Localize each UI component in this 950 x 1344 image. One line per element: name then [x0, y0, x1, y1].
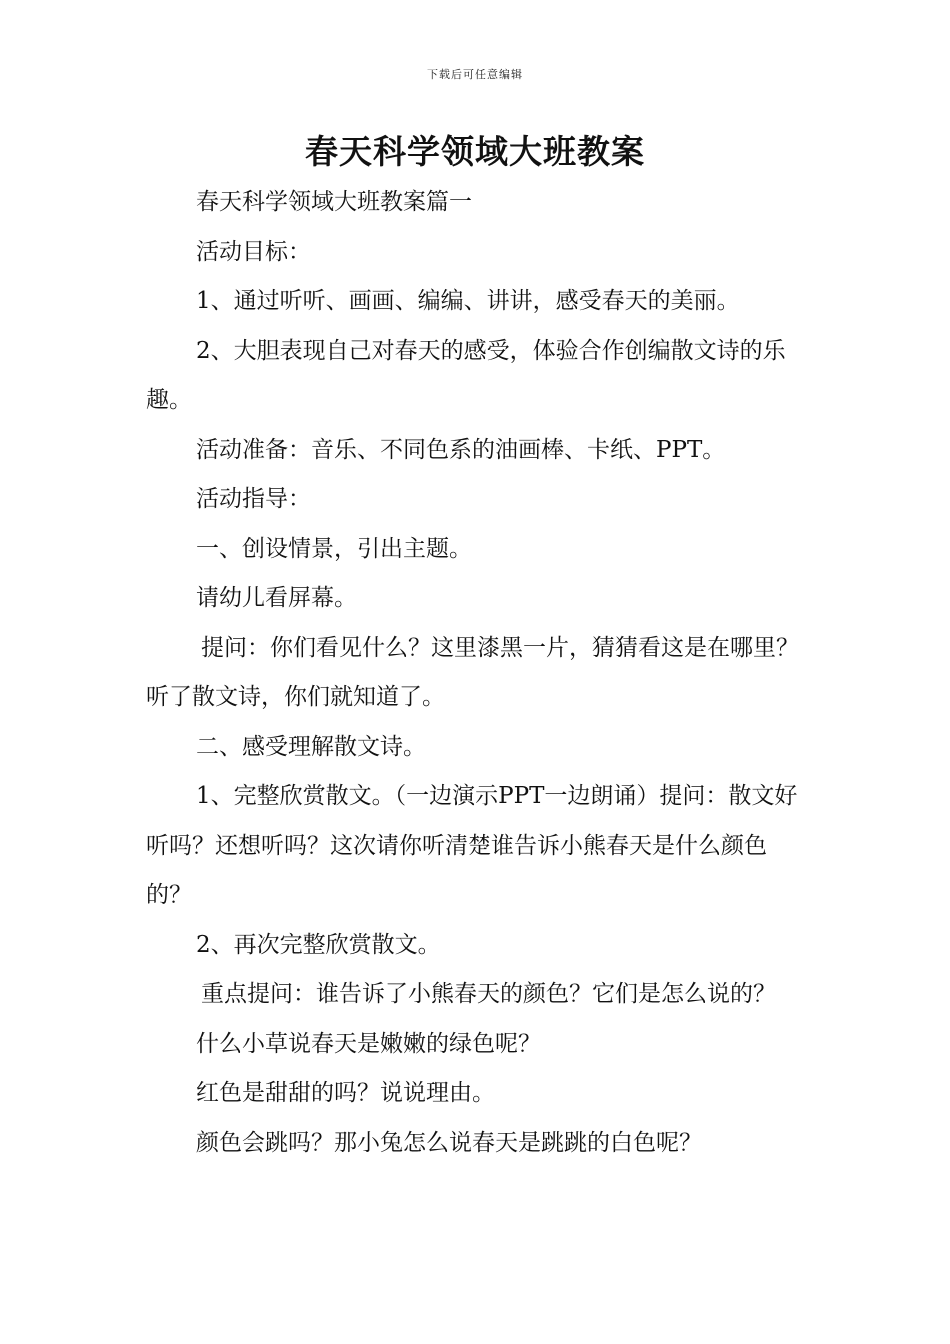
paragraph: 一、创设情景，引出主题。: [196, 535, 472, 562]
paragraph: 颜色会跳吗？那小兔怎么说春天是跳跳的白色呢？: [196, 1129, 702, 1156]
paragraph: 2、再次完整欣赏散文。: [196, 931, 441, 958]
paragraph: 提问：你们看见什么？这里漆黑一片，猜猜看这是在哪里？听了散文诗，你们就知道了。: [146, 634, 799, 710]
section-heading: 春天科学领域大班教案篇一: [196, 189, 472, 215]
paragraph: 重点提问：谁告诉了小熊春天的颜色？它们是怎么说的？: [201, 981, 776, 1007]
paragraph: 红色是甜甜的吗？说说理由。: [196, 1080, 495, 1106]
document-title: 春天科学领域大班教案: [305, 132, 645, 171]
paragraph: 什么小草说春天是嫩嫩的绿色呢？: [196, 1030, 541, 1057]
document-body: [146, 178, 810, 1168]
header-note: 下载后可任意编辑: [427, 68, 523, 81]
paragraph: 1、完整欣赏散文。（一边演示PPT一边朗诵）提问：散文好听吗？还想听吗？这次请你听清楚谁告诉小熊春天是什么颜色的？: [146, 783, 798, 908]
paragraph: 活动指导：: [196, 486, 311, 512]
paragraph: 活动目标：: [196, 238, 311, 265]
paragraph: 请幼儿看屏幕。: [196, 585, 357, 611]
paragraph: 活动准备：音乐、不同色系的油画棒、卡纸、PPT。: [196, 436, 726, 463]
paragraph: 1、通过听听、画画、编编、讲讲，感受春天的美丽。: [196, 288, 740, 314]
paragraph: 二、感受理解散文诗。: [196, 733, 426, 760]
paragraph: 2、大胆表现自己对春天的感受，体验合作创编散文诗的乐趣。: [146, 337, 786, 413]
